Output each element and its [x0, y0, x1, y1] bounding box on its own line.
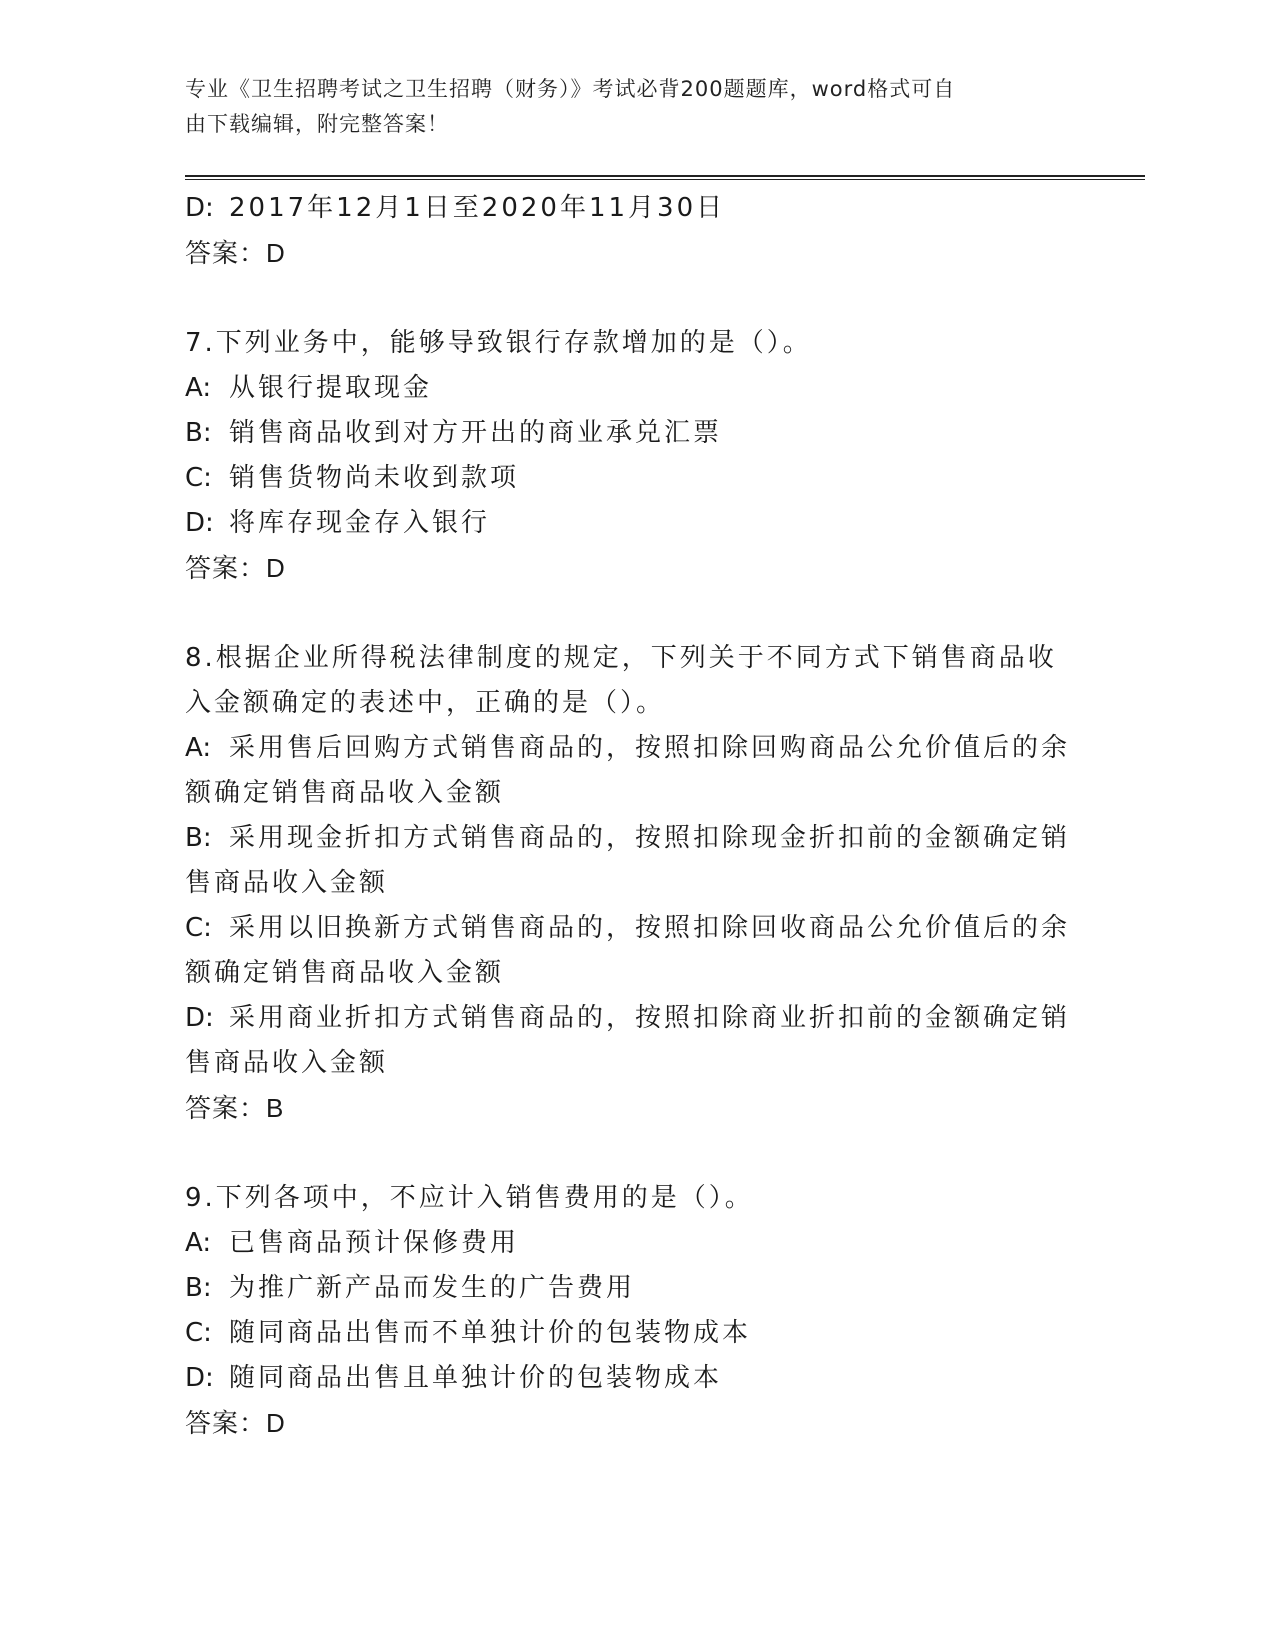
prev-answer: 答案：D	[185, 238, 286, 268]
q8-option-d-line-2: 售商品收入金额	[185, 1048, 389, 1078]
spacer	[185, 591, 1065, 636]
spacer	[185, 276, 1065, 321]
question-list	[185, 186, 1071, 1446]
q9-stem: 9.下列各项中，不应计入销售费用的是（）。	[185, 1183, 754, 1213]
option-label: C:	[185, 463, 212, 493]
option-text: 采用现金折扣方式销售商品的，按照扣除现金折扣前的金额确定销	[229, 823, 1071, 853]
q8-option-c-line-2: 额确定销售商品收入金额	[185, 958, 505, 988]
option-text: 销售货物尚未收到款项	[229, 463, 520, 493]
q8-stem-line-2: 入金额确定的表述中，正确的是（）。	[185, 688, 666, 718]
q9-option-b	[185, 1266, 1065, 1311]
prev-option-d	[185, 186, 1065, 231]
option-text: 采用售后回购方式销售商品的，按照扣除回购商品公允价值后的余	[229, 733, 1071, 763]
q8-option-a-line-1	[185, 726, 1071, 771]
header-title-line-1: 专业《卫生招聘考试之卫生招聘（财务）》考试必背200题题库，word格式可自	[185, 77, 956, 101]
q9-option-d	[185, 1356, 1065, 1401]
option-text: 2017年12月1日至2020年11月30日	[229, 193, 726, 223]
q9-option-a	[185, 1221, 1065, 1266]
option-label: A:	[185, 373, 212, 403]
q7-option-d	[185, 501, 1065, 546]
q8-stem-line-1: 8.根据企业所得税法律制度的规定，下列关于不同方式下销售商品收	[185, 643, 1057, 673]
option-label: C:	[185, 913, 212, 943]
q8-answer: 答案：B	[185, 1093, 285, 1123]
option-text: 采用以旧换新方式销售商品的，按照扣除回收商品公允价值后的余	[229, 913, 1071, 943]
q8-option-b-line-1	[185, 816, 1071, 861]
header-title-line-2: 由下载编辑，附完整答案！	[185, 112, 449, 136]
option-label: D:	[185, 193, 214, 223]
option-label: B:	[185, 1273, 212, 1303]
q8-option-d-line-1	[185, 996, 1071, 1041]
q9-option-c	[185, 1311, 1065, 1356]
q8-option-b-line-2: 售商品收入金额	[185, 868, 389, 898]
header-divider	[185, 175, 1145, 180]
option-label: B:	[185, 823, 212, 853]
option-text: 从银行提取现金	[229, 373, 433, 403]
page-header	[185, 72, 1065, 142]
spacer	[185, 1131, 1065, 1176]
option-text: 将库存现金存入银行	[229, 508, 491, 538]
option-label: A:	[185, 1228, 212, 1258]
q7-option-c	[185, 456, 1065, 501]
q7-answer: 答案：D	[185, 553, 286, 583]
q8-option-a-line-2: 额确定销售商品收入金额	[185, 778, 505, 808]
option-text: 随同商品出售且单独计价的包装物成本	[229, 1363, 723, 1393]
option-label: D:	[185, 1003, 214, 1033]
q7-stem: 7.下列业务中，能够导致银行存款增加的是（）。	[185, 328, 812, 358]
q9-answer: 答案：D	[185, 1408, 286, 1438]
option-text: 为推广新产品而发生的广告费用	[229, 1273, 636, 1303]
option-label: A:	[185, 733, 212, 763]
option-label: B:	[185, 418, 212, 448]
option-label: C:	[185, 1318, 212, 1348]
option-text: 采用商业折扣方式销售商品的，按照扣除商业折扣前的金额确定销	[229, 1003, 1071, 1033]
option-text: 销售商品收到对方开出的商业承兑汇票	[229, 418, 723, 448]
option-label: D:	[185, 1363, 214, 1393]
option-text: 已售商品预计保修费用	[229, 1228, 520, 1258]
option-label: D:	[185, 508, 214, 538]
option-text: 随同商品出售而不单独计价的包装物成本	[229, 1318, 752, 1348]
q7-option-b	[185, 411, 1065, 456]
q7-option-a	[185, 366, 1065, 411]
q8-option-c-line-1	[185, 906, 1071, 951]
